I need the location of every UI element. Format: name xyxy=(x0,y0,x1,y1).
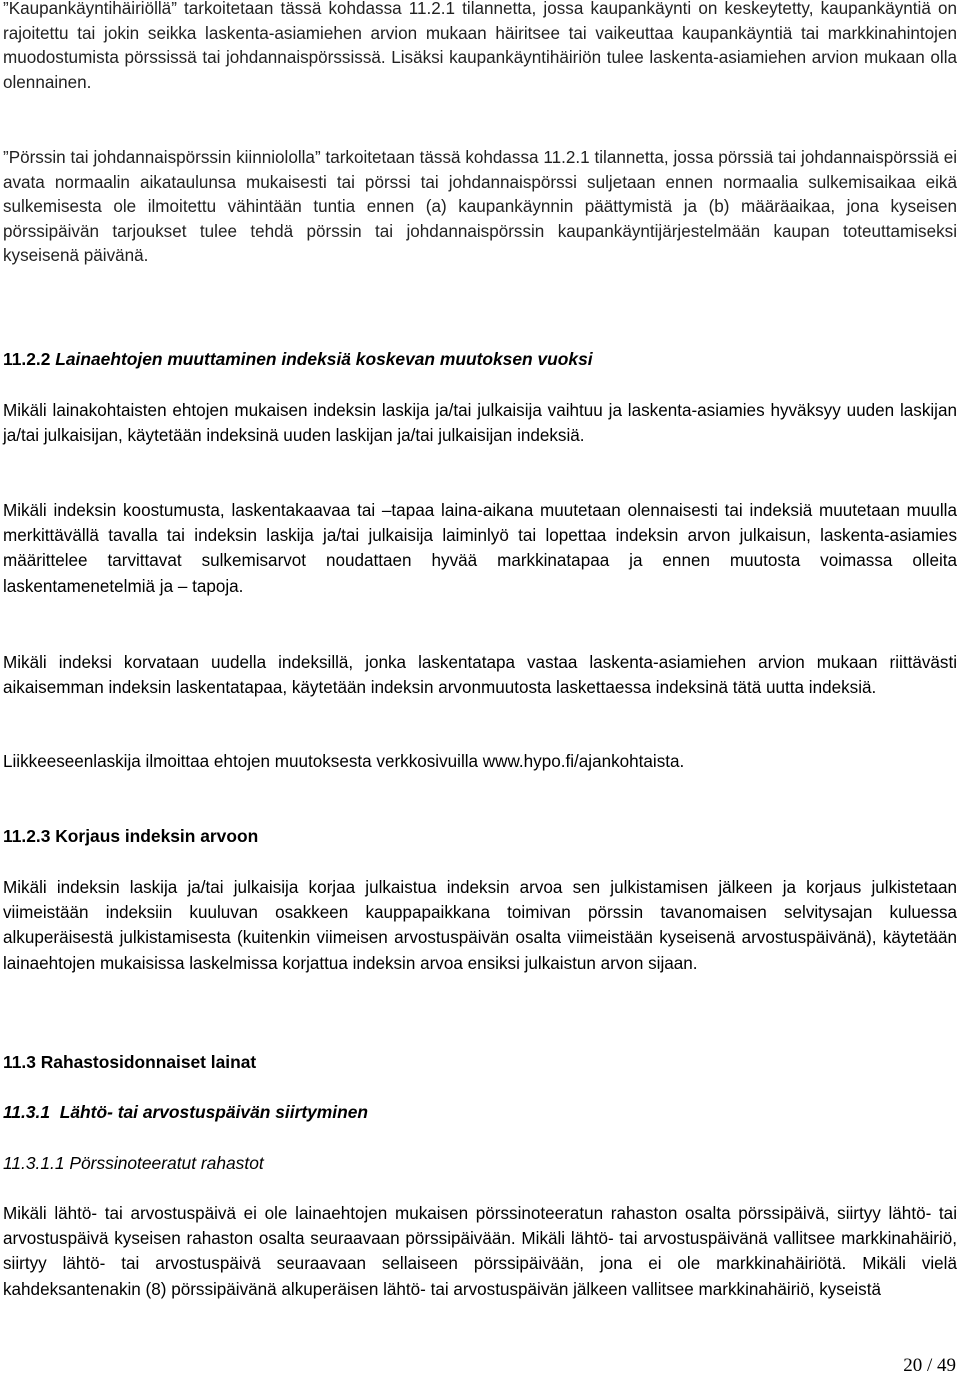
heading-number: 11.2.3 xyxy=(3,826,51,846)
paragraph-korjaus-indeksin-arvoon: Mikäli indeksin laskija ja/tai julkaisija korjaa julkaistua indeksin arvoa sen julkistamisen jälkeen ja korjaus julkistetaan viimeistään indeksiin kuuluvan osakkeen kauppapaikkana toimivan pörssin tavanomaisen selvitysajan kuluessa alkuperäisestä julkistamisesta (kuitenkin viimeisen arvostuspäivän osalta viimeistään kyseisenä arvostuspäivänä), käytetään lainaehtojen mukaisissa laskelmissa korjattua indeksin arvoa ensiksi julkaistun arvon sijaan. xyxy=(3,878,957,973)
heading-title: Lähtö- tai arvostuspäivän siirtyminen xyxy=(59,1102,369,1122)
heading-number: 11.2.2 xyxy=(3,349,51,369)
paragraph-koostumus-muutos: Mikäli indeksin koostumusta, laskentakaavaa tai –tapaa laina-aikana muutetaan olennaisesti tai indeksiä muutetaan muulla merkittävällä tavalla tai indeksin laskija ja/tai julkaisija laiminlyö tai lopettaa indeksin arvon julkaisun, laskenta-asiamies määrittelee tarvittavat sulkemisarvot noudattaen hyvää markkinatapaa ja ennen muutosta voimassa olleita laskentamenetelmiä ja – tapoja. xyxy=(3,501,957,596)
paragraph-porssin-kiinniolo: ”Pörssin tai johdannaispörssin kiinniololla” tarkoitetaan tässä kohdassa 11.2.1 tilannetta, jossa pörssiä tai johdannaispörssiä ei avata normaalin aikataulunsa mukaisesti tai pörssi tai johdannaispörssi suljetaan ennen normaalia sulkemisaikaa eikä sulkemisesta ole ilmoitettu vähintään tuntia ennen (a) kaupankäynnin päättymistä ja (b) määräaikaa, jona kyseisen pörssipäivän tarjoukset tulee tehdä pörssin tai johdannaispörssin kaupankäyntijärjestelmään kaupan toteuttamiseksi kyseisenä päivänä. xyxy=(3,148,957,266)
heading-title: Lainaehtojen muuttaminen indeksiä koskevan muutoksen vuoksi xyxy=(55,349,593,369)
heading-11-2-2 xyxy=(3,349,957,370)
paragraph-laskija-vaihtuu: Mikäli lainakohtaisten ehtojen mukaisen indeksin laskija ja/tai julkaisija vaihtuu ja laskenta-asiamies hyväksyy uuden laskijan ja/tai julkaisijan, käytetään indeksinä uuden laskijan ja/tai julkaisijan indeksiä. xyxy=(3,401,957,446)
heading-11-3: 11.3 Rahastosidonnaiset lainat xyxy=(3,1052,257,1072)
paragraph-indeksi-korvataan: Mikäli indeksi korvataan uudella indeksillä, jonka laskentatapa vastaa laskenta-asiamiehen arvion mukaan riittävästi aikaisemman indeksin laskentatapaa, käytetään indeksin arvonmuutosta laskettaessa indeksinä tätä uutta indeksiä. xyxy=(3,653,957,698)
paragraph-kaupankayntihairio: ”Kaupankäyntihäiriöllä” tarkoitetaan tässä kohdassa 11.2.1 tilannetta, jossa kaupankäynti on keskeytetty, kaupankäyntiä on rajoitettu tai jokin seikka laskenta-asiamiehen arvion mukaan häiritsee tai vaikeuttaa kaupankäyntiä tai markkinahintojen muodostumista pörssissä tai johdannaispörssissä. Lisäksi kaupankäyntihäiriön tulee laskenta-asiamiehen arvion mukaan olla olennainen. xyxy=(3,0,957,92)
paragraph-porssinoteeratut-rahastot: Mikäli lähtö- tai arvostuspäivä ei ole lainaehtojen mukaisen pörssinoteeratun rahaston osalta pörssipäivä, siirtyy lähtö- tai arvostuspäivä kyseisen rahaston osalta seuraavaan pörssipäivään. Mikäli lähtö- tai arvostuspäivänä vallitsee markkinahäiriö, siirtyy lähtö- tai arvostuspäivä seuraavaan sellaiseen pörssipäivään, jona ei ole markkinahäiriötä. Mikäli vielä kahdeksantenakin (8) pörssipäivänä alkuperäisen lähtö- tai arvostuspäivän jälkeen vallitsee markkinahäiriö, kyseistä xyxy=(3,1204,957,1299)
heading-number: 11.3.1 xyxy=(3,1102,51,1122)
page-number: 20 / 49 xyxy=(903,1355,956,1376)
heading-11-3-1 xyxy=(3,1102,957,1123)
heading-11-3-1-1: 11.3.1.1 Pörssinoteeratut rahastot xyxy=(3,1153,264,1173)
paragraph-ilmoitus-verkkosivuilla: Liikkeeseenlaskija ilmoittaa ehtojen muutoksesta verkkosivuilla www.hypo.fi/ajankohtaista. xyxy=(3,752,685,771)
heading-title: Korjaus indeksin arvoon xyxy=(55,826,259,846)
heading-11-2-3 xyxy=(3,826,957,847)
